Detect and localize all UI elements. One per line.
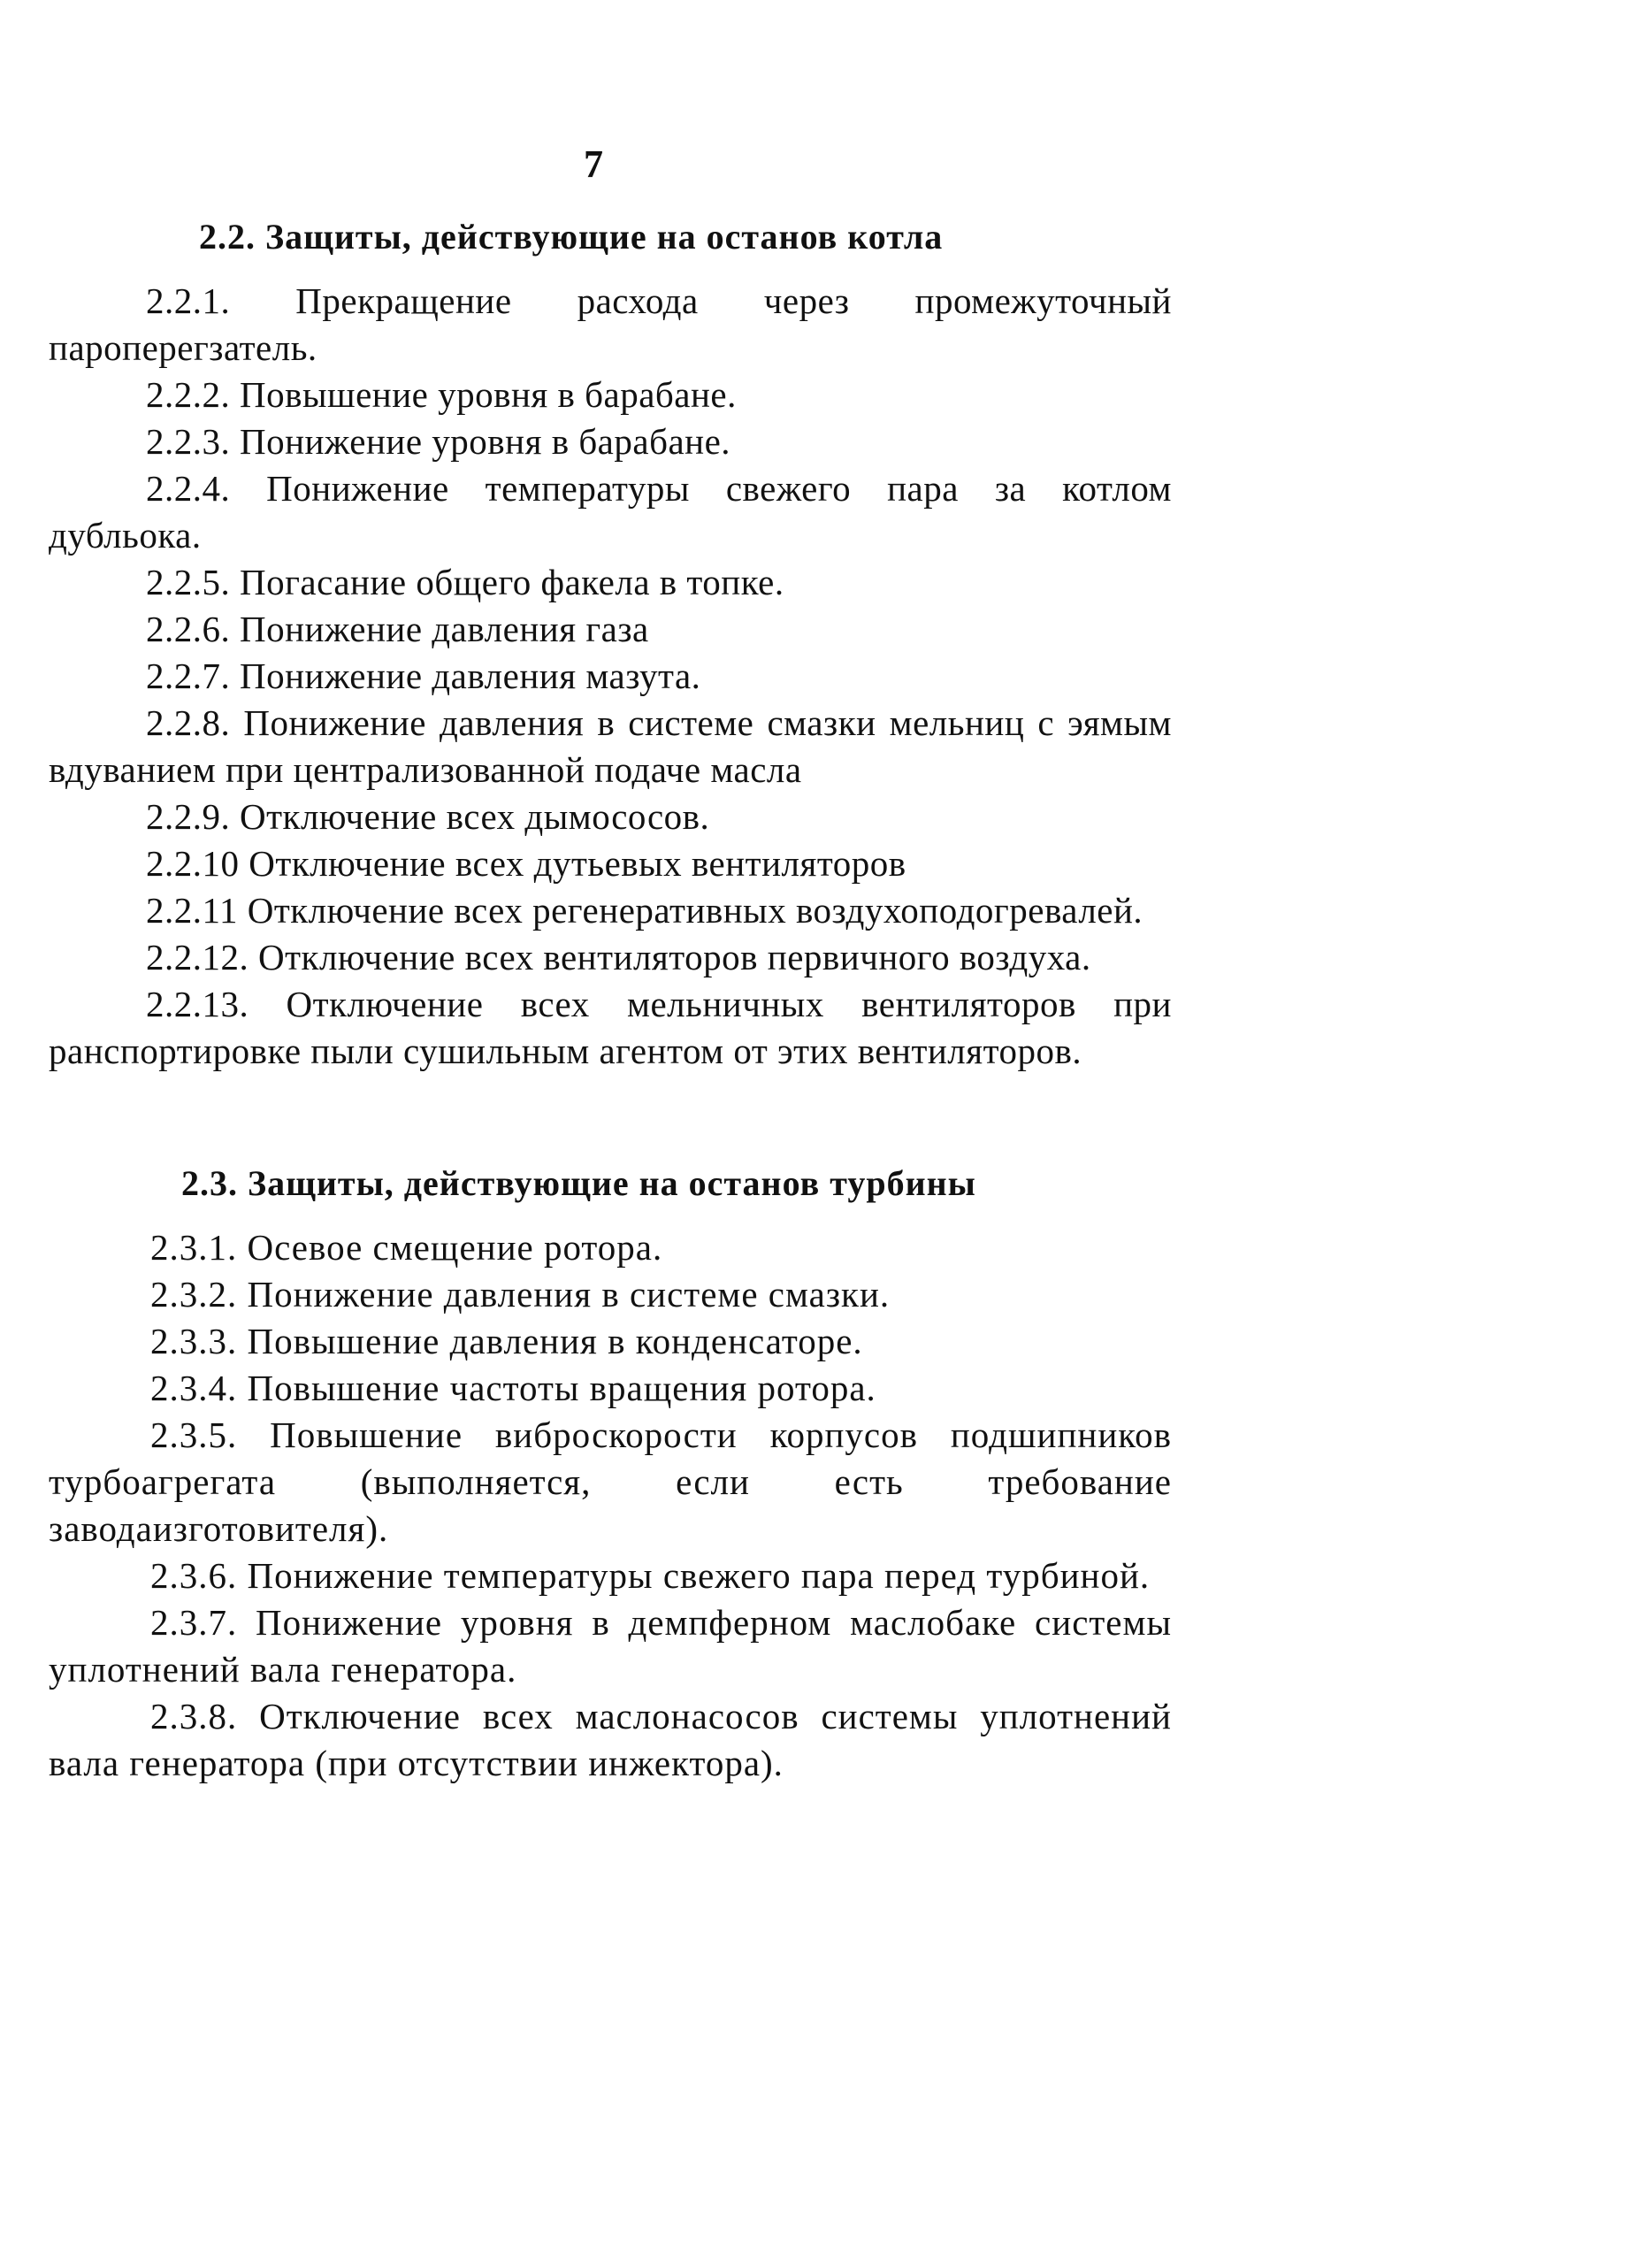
list-item: 2.3.3. Повышение давления в конденсаторе. bbox=[150, 1321, 863, 1361]
list-item: 2.3.7. Понижение уровня в демпферном маслобаке системы уплотнений вала генератора. bbox=[49, 1602, 1172, 1690]
list-item: 2.3.8. Отключение всех маслонасосов системы уплотнений вала генератора (при отсутствии инжектора). bbox=[49, 1696, 1172, 1783]
list-item: 2.3.5. Повышение виброскорости корпусов подшипников турбоагрегата (выполняется, если есть требование заводаизготовителя). bbox=[49, 1414, 1172, 1549]
list-item: 2.2.6. Понижение давления газа bbox=[146, 609, 649, 649]
list-item: 2.2.12. Отключение всех вентиляторов первичного воздуха. bbox=[146, 937, 1091, 977]
list-item: 2.2.13. Отключение всех мельничных вентиляторов при ранспортировке пыли сушильным агентом от этих вентиляторов. bbox=[49, 984, 1172, 1071]
list-item: 2.2.2. Повышение уровня в барабане. bbox=[146, 374, 737, 415]
section-heading: 2.3. Защиты, действующие на останов турбины bbox=[181, 1163, 976, 1203]
list-item: 2.3.1. Осевое смещение ротора. bbox=[150, 1227, 663, 1268]
list-item: 2.2.1. Прекращение расхода через промежуточный пароперегзатель. bbox=[49, 280, 1172, 368]
list-item: 2.2.10 Отключение всех дутьевых вентиляторов bbox=[146, 843, 906, 884]
list-item: 2.3.6. Понижение температуры свежего пара перед турбиной. bbox=[150, 1555, 1151, 1596]
list-item: 2.2.9. Отключение всех дымососов. bbox=[146, 796, 710, 837]
list-item: 2.2.3. Понижение уровня в барабане. bbox=[146, 421, 731, 462]
list-item: 2.2.7. Понижение давления мазута. bbox=[146, 655, 701, 696]
list-item: 2.2.4. Понижение температуры свежего пара за котлом дубльока. bbox=[49, 468, 1172, 556]
list-item: 2.2.11 Отключение всех регенеративных воздухоподогревалей. bbox=[146, 890, 1143, 931]
list-item: 2.3.2. Понижение давления в системе смазки. bbox=[150, 1274, 891, 1315]
section-turbine-protections bbox=[49, 1159, 1172, 1787]
list-item: 2.3.4. Повышение частоты вращения ротора. bbox=[150, 1368, 876, 1408]
page-number: 7 bbox=[584, 142, 603, 186]
list-item: 2.2.8. Понижение давления в системе смазки мельниц с эямым вдуванием при централизованной подаче масла bbox=[49, 702, 1172, 790]
list-item: 2.2.5. Погасание общего факела в топке. bbox=[146, 562, 784, 602]
section-heading: 2.2. Защиты, действующие на останов котла bbox=[199, 217, 944, 257]
section-boiler-protections bbox=[49, 212, 1172, 1075]
